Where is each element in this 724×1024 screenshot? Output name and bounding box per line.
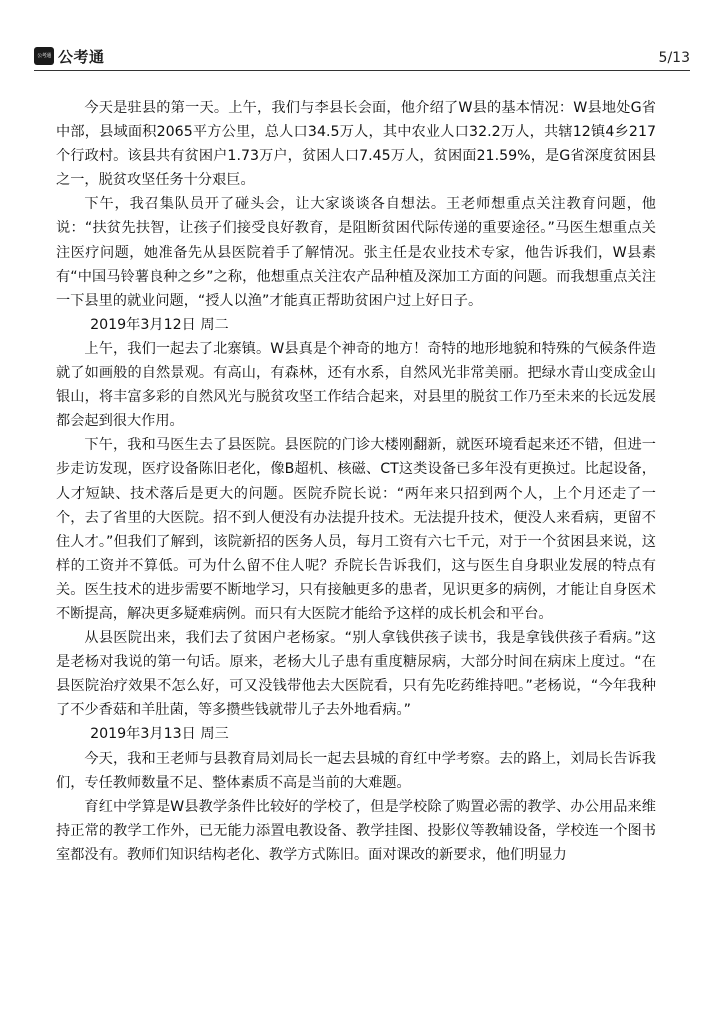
page-header	[34, 44, 690, 70]
date-heading-0313: 2019年3月13日 周三	[90, 726, 229, 743]
header-divider	[34, 70, 690, 71]
paragraph-county-hospital: 下午，我和马医生去了县医院。县医院的门诊大楼刚翻新，就医环境看起来还不错，但进一步走访发现，医疗设备陈旧老化，像B超机、核磁、CT这类设备已多年没有更换过。比起设备，人才短缺、技术落后是更大的问题。医院乔院长说：“两年来只招到两个人，上个月还走了一个，去了省里的大医院。招不到人便没有办法提升技术。无法提升技术，便没人来看病，更留不住人才。”但我们了解到，该院新招的医务人员，每月工资有六七千元，对于一个贫困县来说，这样的工资并不算低。可为什么留不住人呢？乔院长告诉我们，这与医生自身职业发展的特点有关。医生技术的进步需要不断地学习，只有接触更多的患者，见识更多的病例，才能让自身医术不断提高，解决更多疑难病例。而只有大医院才能给予这样的成长机会和平台。	[56, 437, 656, 622]
paragraph-team-meeting: 下午，我召集队员开了碰头会，让大家谈谈各自想法。王老师想重点关注教育问题，他说：“扶贫先扶智，让孩子们接受良好教育，是阻断贫困代际传递的重要途径。”马医生想重点关注医疗问题，她准备先从县医院着手了解情况。张主任是农业技术专家，他告诉我们，W县素有“中国马铃薯良种之乡”之称，他想重点关注农产品种植及深加工方面的问题。而我想重点关注一下县里的就业问题，“授人以渔”才能真正帮助贫困户过上好日子。	[56, 196, 656, 309]
paragraph-yuhong-visit: 今天，我和王老师与县教育局刘局长一起去县城的育红中学考察。去的路上，刘局长告诉我们，专任教师数量不足、整体素质不高是当前的大难题。	[56, 750, 656, 791]
page-number: 5/13	[658, 50, 690, 66]
document-body	[56, 96, 656, 867]
brand-name: 公考通	[58, 47, 105, 66]
paragraph-yang-family: 从县医院出来，我们去了贫困户老杨家。“别人拿钱供孩子读书，我是拿钱供孩子看病。”这是老杨对我说的第一句话。原来，老杨大儿子患有重度糖尿病，大部分时间在病床上度过。“在县医院治疗效果不怎么好，可又没钱带他去大医院看，只有先吃药维持吧。”老杨说，“今年我种了不少香菇和羊肚菌，等多攒些钱就带儿子去外地看病。”	[56, 630, 656, 719]
logo-mark-icon: 公考通	[34, 47, 54, 65]
paragraph-yuhong-conditions: 育红中学算是W县教学条件比较好的学校了，但是学校除了购置必需的教学、办公用品来维持正常的教学工作外，已无能力添置电教设备、教学挂图、投影仪等教辅设备，学校连一个图书室都没有。教师们知识结构老化、教学方式陈旧。面对课改的新要求，他们明显力	[56, 798, 656, 863]
brand-logo	[34, 46, 105, 66]
paragraph-beizhai-town: 上午，我们一起去了北寨镇。W县真是个神奇的地方！奇特的地形地貌和特殊的气候条件造就了如画般的自然景观。有高山，有森林，还有水系，自然风光非常美丽。把绿水青山变成金山银山，将丰富多彩的自然风光与脱贫攻坚工作结合起来，对县里的脱贫工作乃至未来的长远发展都会起到很大作用。	[56, 340, 656, 430]
paragraph-county-overview: 今天是驻县的第一天。上午，我们与李县长会面，他介绍了W县的基本情况：W县地处G省中部，县域面积2065平方公里，总人口34.5万人，其中农业人口32.2万人，共辖12镇4乡217个行政村。该县共有贫困户1.73万户，贫困人口7.45万人，贫困面21.59%，是G省深度贫困县之一，脱贫攻坚任务十分艰巨。	[56, 100, 656, 189]
date-heading-0312: 2019年3月12日 周二	[90, 316, 229, 333]
